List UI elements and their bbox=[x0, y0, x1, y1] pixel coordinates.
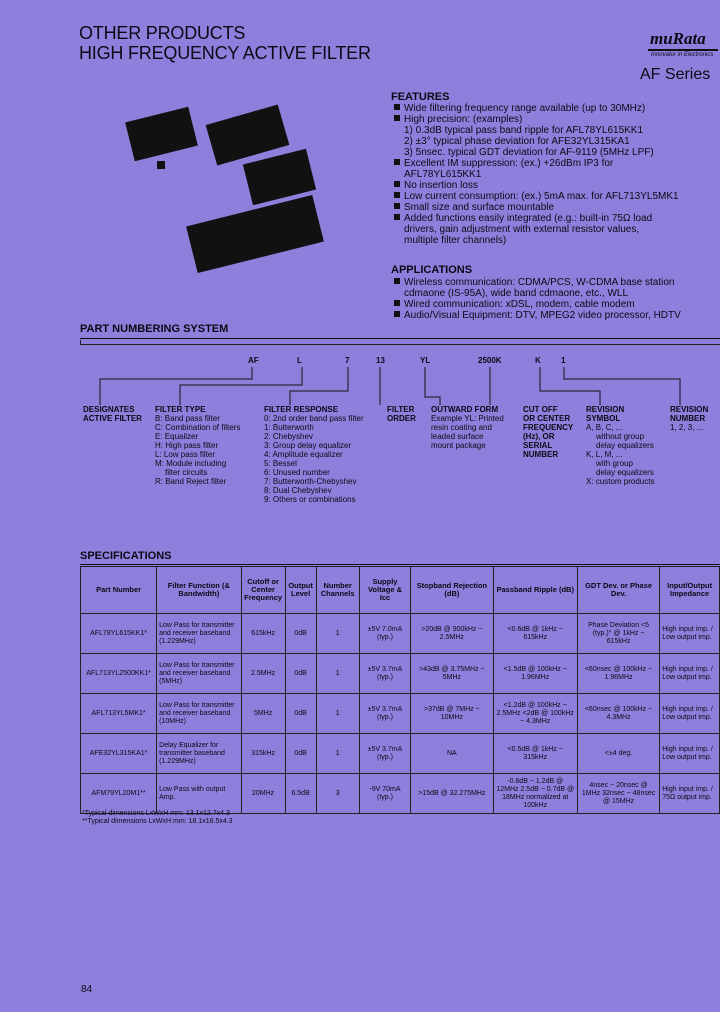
cell: High input imp. / 75Ω output imp. bbox=[660, 774, 720, 814]
feature-subitem: drivers, gain adjustment with external resistor values, bbox=[404, 224, 640, 235]
feature-item: High precision: (examples) bbox=[394, 114, 720, 125]
cell: AFE32YL315KA1* bbox=[81, 734, 157, 774]
cell: AFL78YL615KK1* bbox=[81, 614, 157, 654]
application-item: Wired communication: xDSL, modem, cable modem bbox=[394, 299, 720, 310]
cell: Low Pass for transmitter and receiver baseband (10MHz) bbox=[157, 694, 241, 734]
cell: NA bbox=[411, 734, 493, 774]
page-title-line1: OTHER PRODUCTS bbox=[79, 23, 246, 43]
code-af: AF bbox=[248, 356, 259, 365]
cell: <1.5dB @ 100kHz ~ 1.96MHz bbox=[493, 654, 577, 694]
cell: Delay Equalizer for transmitter baseband (1.229MHz) bbox=[157, 734, 241, 774]
col-stopband: Stopband Rejection (dB) bbox=[411, 567, 493, 614]
feature-item: Small size and surface mountable bbox=[394, 202, 720, 213]
cell: AFL713YL5MK1* bbox=[81, 694, 157, 734]
revision-symbol-block: REVISION SYMBOL A, B, C, ... without group delay equalizers K, L, M, ... with group delay equalizers X: custom products bbox=[586, 405, 655, 486]
specifications-heading: SPECIFICATIONS bbox=[80, 550, 172, 562]
cell: Phase Deviation <5 (typ.)° @ 1kHz ~ 615kHz bbox=[577, 614, 659, 654]
spec-note-2: **Typical dimensions LxWxH mm: 18.1x16.5x4.3 bbox=[82, 818, 233, 825]
code-revision-symbol: K bbox=[535, 356, 541, 365]
cell: 20MHz bbox=[241, 774, 285, 814]
connector-filter-response bbox=[290, 367, 348, 405]
cell: 615kHz bbox=[241, 614, 285, 654]
murata-logo: muRata bbox=[650, 29, 706, 48]
cell: AFL713YL2500KK1* bbox=[81, 654, 157, 694]
application-item: Audio/Visual Equipment: DTV, MPEG2 video processor, HDTV bbox=[394, 310, 720, 321]
code-filter-type: L bbox=[297, 356, 302, 365]
cell: <60nsec @ 100kHz ~ 1.96MHz bbox=[577, 654, 659, 694]
cell: High input imp. / Low output imp. bbox=[660, 654, 720, 694]
cell: 5MHz bbox=[241, 694, 285, 734]
cell: 0dB bbox=[285, 614, 316, 654]
features-heading: FEATURES bbox=[391, 91, 450, 103]
cell: High input imp. / Low output imp. bbox=[660, 734, 720, 774]
feature-subitem: 2) ±3° typical phase deviation for AFE32YL315KA1 bbox=[404, 136, 630, 147]
table-row bbox=[81, 734, 720, 774]
connector-af bbox=[100, 367, 252, 405]
chip-5 bbox=[186, 195, 324, 273]
part-numbering-heading: PART NUMBERING SYSTEM bbox=[80, 323, 229, 335]
col-supply: Supply Voltage & Icc bbox=[359, 567, 410, 614]
col-impedance: Input/Output Impedance bbox=[660, 567, 720, 614]
feature-subitem: 1) 0.3dB typical pass band ripple for AFL78YL615KK1 bbox=[404, 125, 644, 136]
revision-number-block: REVISION NUMBER 1, 2, 3, ... bbox=[670, 405, 709, 432]
cell: <0.6dB @ 1kHz ~ 615kHz bbox=[493, 614, 577, 654]
filter-type-block: FILTER TYPE B: Band pass filter C: Combination of filters E: Equalizer H: High pass filter L: Low pass filter M: Module including filter circuits R: Band Reject filter bbox=[155, 405, 241, 486]
cell: >20dB @ 900kHz ~ 2.5MHz bbox=[411, 614, 493, 654]
feature-item: No insertion loss bbox=[394, 180, 720, 191]
cell: 0dB bbox=[285, 694, 316, 734]
page-title-line2: HIGH FREQUENCY ACTIVE FILTER bbox=[79, 43, 371, 63]
table-row bbox=[81, 654, 720, 694]
code-revision-number: 1 bbox=[561, 356, 566, 365]
logo-tagline: Innovator in Electronics bbox=[651, 52, 714, 58]
connector-revision-number bbox=[564, 367, 680, 405]
feature-subitem: multiple filter channels) bbox=[404, 235, 507, 246]
cell: -9V 70mA (typ.) bbox=[359, 774, 410, 814]
cell: Low Pass for transmitter and receiver baseband (5MHz) bbox=[157, 654, 241, 694]
feature-subitem: 3) 5nsec. typical GDT deviation for AF-9119 (5MHz LPF) bbox=[404, 147, 654, 158]
table-row bbox=[81, 774, 720, 814]
cell: -0.8dB ~ 1.2dB @ 12MHz 2.5dB ~ 0.7dB @ 18MHz normalized at 100kHz bbox=[493, 774, 577, 814]
cell: 2.5MHz bbox=[241, 654, 285, 694]
filter-order-block: FILTER ORDER bbox=[387, 405, 416, 423]
cell: >43dB @ 3.75MHz ~ 5MHz bbox=[411, 654, 493, 694]
code-cutoff: 2500K bbox=[478, 356, 502, 365]
code-outward-form: YL bbox=[420, 356, 431, 365]
application-subitem: cdmaone (IS-95A), wide band cdmaone, etc., WLL bbox=[404, 288, 629, 299]
cell: 6.5dB bbox=[285, 774, 316, 814]
cell: 1 bbox=[316, 614, 359, 654]
cell: High input imp. / Low output imp. bbox=[660, 614, 720, 654]
col-frequency: Cutoff or Center Frequency bbox=[241, 567, 285, 614]
part-numbering-rule bbox=[80, 338, 720, 339]
cell: 1 bbox=[316, 694, 359, 734]
logo-underline bbox=[648, 49, 718, 51]
feature-item: Wide filtering frequency range available (up to 30MHz) bbox=[394, 103, 720, 114]
cell: <1.2dB @ 100kHz ~ 2.5MHz <2dB @ 100kHz ~ 4.3MHz bbox=[493, 694, 577, 734]
outward-form-block: OUTWARD FORM Example YL: Printed resin coating and leaded surface mount package bbox=[431, 405, 504, 450]
cell: Low Pass for transmitter and receiver baseband (1.229MHz) bbox=[157, 614, 241, 654]
spec-note-1: *Typical dimensions LxWxH mm: 13.1x12.7x4.3 bbox=[82, 810, 230, 817]
cell: 1 bbox=[316, 734, 359, 774]
table-row bbox=[81, 614, 720, 654]
feature-item: Added functions easily integrated (e.g.: built-in 75Ω load bbox=[394, 213, 720, 224]
cell: AFM79YL20M1** bbox=[81, 774, 157, 814]
page-number: 84 bbox=[81, 984, 93, 995]
connector-revision-symbol bbox=[540, 367, 600, 405]
cutoff-block: CUT OFF OR CENTER FREQUENCY (Hz), OR SERIAL NUMBER bbox=[523, 405, 574, 459]
designates-block: DESIGNATES ACTIVE FILTER bbox=[83, 405, 142, 423]
connector-filter-type bbox=[180, 367, 302, 405]
connector-outward-form bbox=[425, 367, 440, 405]
cell: ±5V 3.7mA (typ.) bbox=[359, 654, 410, 694]
code-filter-order: 13 bbox=[376, 356, 385, 365]
col-output-level: Output Level bbox=[285, 567, 316, 614]
cell: 3 bbox=[316, 774, 359, 814]
cell: >15dB @ 32.275MHz bbox=[411, 774, 493, 814]
col-filter-function: Filter Function (& Bandwidth) bbox=[157, 567, 241, 614]
part-numbering-connectors bbox=[80, 365, 720, 405]
feature-subitem: AFL78YL615KK1 bbox=[404, 169, 482, 180]
table-row bbox=[81, 694, 720, 734]
cell: Low Pass with output Amp. bbox=[157, 774, 241, 814]
table-header-row bbox=[81, 567, 720, 614]
applications-list bbox=[394, 277, 720, 321]
cell: 0dB bbox=[285, 654, 316, 694]
feature-item: Excellent IM suppression: (ex.) +26dBm IP3 for bbox=[394, 158, 720, 169]
cell: High input imp. / Low output imp. bbox=[660, 694, 720, 734]
cell: <60nsec @ 100kHz ~ 4.3MHz bbox=[577, 694, 659, 734]
cell: 4nsec ~ 20nsec @ 1MHz 32nsec ~ 48nsec @ 15MHz bbox=[577, 774, 659, 814]
chip-1 bbox=[125, 107, 198, 162]
part-numbering-frame bbox=[80, 340, 720, 345]
application-item: Wireless communication: CDMA/PCS, W-CDMA base station bbox=[394, 277, 720, 288]
specifications-table bbox=[80, 566, 720, 814]
col-gdt: GDT Dev. or Phase Dev. bbox=[577, 567, 659, 614]
cell: >37dB @ 7MHz ~ 10MHz bbox=[411, 694, 493, 734]
cell: <0.5dB @ 1kHz ~ 315kHz bbox=[493, 734, 577, 774]
col-channels: Number Channels bbox=[316, 567, 359, 614]
col-passband: Passband Ripple (dB) bbox=[493, 567, 577, 614]
cell: 1 bbox=[316, 654, 359, 694]
cell: 315kHz bbox=[241, 734, 285, 774]
feature-item: Low current consumption: (ex.) 5mA max. for AFL713YL5MK1 bbox=[394, 191, 720, 202]
cell: <±4 deg. bbox=[577, 734, 659, 774]
filter-response-block: FILTER RESPONSE 0: 2nd order band pass filter 1: Butterworth 2: Chebyshev 3: Group delay equalizer 4: Amplitude equalizer 5: Bessel 6: Unused number 7: Butterworth-Chebyshev 8: Dual Chebyshev 9: Others or combinations bbox=[264, 405, 364, 504]
code-filter-response: 7 bbox=[345, 356, 350, 365]
col-part-number: Part Number bbox=[81, 567, 157, 614]
features-list bbox=[394, 103, 720, 246]
series-label: AF Series bbox=[640, 66, 711, 83]
cell: ±5V 7.0mA (typ.) bbox=[359, 614, 410, 654]
applications-heading: APPLICATIONS bbox=[391, 264, 473, 276]
cell: 0dB bbox=[285, 734, 316, 774]
chip-3 bbox=[157, 161, 165, 169]
specifications-rule bbox=[80, 564, 720, 565]
cell: ±5V 3.7mA (typ.) bbox=[359, 694, 410, 734]
cell: ±5V 3.7mA (typ.) bbox=[359, 734, 410, 774]
